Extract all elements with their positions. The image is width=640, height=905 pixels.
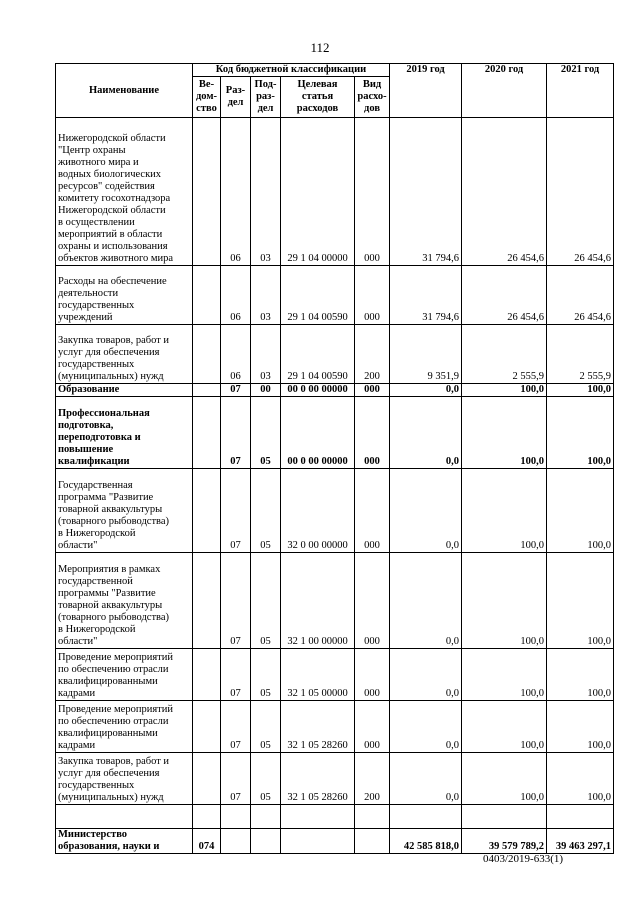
header-year-2019: 2019 год — [390, 64, 462, 118]
row-amount-2021: 100,0 — [547, 469, 614, 553]
row-podrazdel — [251, 805, 281, 829]
row-expense-type: 000 — [355, 397, 390, 469]
row-target-article: 00 0 00 00000 — [281, 384, 355, 397]
row-podrazdel: 05 — [251, 649, 281, 701]
row-razdel: 07 — [221, 753, 251, 805]
row-amount-2019: 0,0 — [390, 397, 462, 469]
row-expense-type: 000 — [355, 701, 390, 753]
row-amount-2019: 0,0 — [390, 469, 462, 553]
header-year-2020: 2020 год — [462, 64, 547, 118]
row-podrazdel: 03 — [251, 118, 281, 266]
row-name: Проведение мероприятий по обеспечению отрасли квалифицированными кадрами — [56, 701, 193, 753]
row-razdel — [221, 805, 251, 829]
row-podrazdel: 05 — [251, 397, 281, 469]
row-amount-2019: 0,0 — [390, 553, 462, 649]
table-row — [56, 701, 614, 753]
row-amount-2021: 100,0 — [547, 701, 614, 753]
row-amount-2019: 31 794,6 — [390, 118, 462, 266]
row-vedomstvo — [193, 118, 221, 266]
row-target-article: 32 0 00 00000 — [281, 469, 355, 553]
table-row — [56, 325, 614, 384]
header-statya: Целевая статья расходов — [281, 77, 355, 118]
header-year-2021: 2021 год — [547, 64, 614, 118]
row-name: Профессиональная подготовка, переподготовка и повышение квалификации — [56, 397, 193, 469]
row-podrazdel: 03 — [251, 266, 281, 325]
row-name — [56, 805, 193, 829]
row-amount-2021: 100,0 — [547, 753, 614, 805]
row-amount-2021: 100,0 — [547, 649, 614, 701]
row-expense-type: 000 — [355, 649, 390, 701]
row-vedomstvo — [193, 397, 221, 469]
row-name: Министерство образования, науки и — [56, 829, 193, 854]
row-expense-type: 200 — [355, 753, 390, 805]
row-razdel: 07 — [221, 384, 251, 397]
row-amount-2020: 100,0 — [462, 384, 547, 397]
row-podrazdel: 05 — [251, 701, 281, 753]
row-razdel: 06 — [221, 325, 251, 384]
row-podrazdel: 05 — [251, 553, 281, 649]
row-amount-2019: 0,0 — [390, 649, 462, 701]
row-vedomstvo — [193, 266, 221, 325]
row-amount-2019: 9 351,9 — [390, 325, 462, 384]
row-amount-2021: 2 555,9 — [547, 325, 614, 384]
row-amount-2020: 26 454,6 — [462, 266, 547, 325]
row-name: Мероприятия в рамках государственной программы "Развитие товарной аквакультуры (товарного рыбоводства) в Нижегородской области" — [56, 553, 193, 649]
row-name: Образование — [56, 384, 193, 397]
row-name: Закупка товаров, работ и услуг для обеспечения государственных (муниципальных) нужд — [56, 753, 193, 805]
header-vedomstvo: Ве- дом- ство — [193, 77, 221, 118]
row-amount-2021: 100,0 — [547, 553, 614, 649]
row-expense-type: 200 — [355, 325, 390, 384]
row-amount-2019: 0,0 — [390, 753, 462, 805]
row-target-article — [281, 805, 355, 829]
row-name: Расходы на обеспечение деятельности государственных учреждений — [56, 266, 193, 325]
table-row — [56, 649, 614, 701]
row-razdel: 07 — [221, 553, 251, 649]
row-podrazdel: 05 — [251, 469, 281, 553]
row-target-article: 32 1 05 00000 — [281, 649, 355, 701]
row-vedomstvo: 074 — [193, 829, 221, 854]
row-vedomstvo — [193, 753, 221, 805]
row-target-article: 29 1 04 00590 — [281, 325, 355, 384]
header-classification: Код бюджетной классификации — [193, 64, 390, 77]
row-amount-2021: 100,0 — [547, 384, 614, 397]
row-expense-type: 000 — [355, 266, 390, 325]
row-amount-2019: 0,0 — [390, 701, 462, 753]
row-amount-2019: 42 585 818,0 — [390, 829, 462, 854]
row-expense-type: 000 — [355, 553, 390, 649]
row-amount-2021: 39 463 297,1 — [547, 829, 614, 854]
row-vedomstvo — [193, 469, 221, 553]
row-podrazdel — [251, 829, 281, 854]
row-target-article: 29 1 04 00590 — [281, 266, 355, 325]
row-amount-2020: 26 454,6 — [462, 118, 547, 266]
document-code: 0403/2019-633(1) — [483, 853, 564, 865]
row-amount-2020: 39 579 789,2 — [462, 829, 547, 854]
table-row — [56, 469, 614, 553]
row-amount-2020: 100,0 — [462, 753, 547, 805]
row-razdel: 06 — [221, 266, 251, 325]
table-row — [56, 384, 614, 397]
row-razdel — [221, 829, 251, 854]
header-podrazdel: Под- раз- дел — [251, 77, 281, 118]
row-name: Закупка товаров, работ и услуг для обеспечения государственных (муниципальных) нужд — [56, 325, 193, 384]
row-name: Проведение мероприятий по обеспечению отрасли квалифицированными кадрами — [56, 649, 193, 701]
row-target-article: 32 1 05 28260 — [281, 753, 355, 805]
row-razdel: 07 — [221, 469, 251, 553]
row-vedomstvo — [193, 553, 221, 649]
row-amount-2019: 31 794,6 — [390, 266, 462, 325]
row-target-article — [281, 829, 355, 854]
table-row — [56, 397, 614, 469]
row-amount-2020: 100,0 — [462, 649, 547, 701]
row-razdel: 07 — [221, 701, 251, 753]
row-podrazdel: 05 — [251, 753, 281, 805]
table-row — [56, 805, 614, 829]
row-amount-2020: 100,0 — [462, 553, 547, 649]
row-amount-2021 — [547, 805, 614, 829]
row-target-article: 29 1 04 00000 — [281, 118, 355, 266]
row-amount-2020: 2 555,9 — [462, 325, 547, 384]
table-row — [56, 753, 614, 805]
row-amount-2019 — [390, 805, 462, 829]
header-razdel: Раз- дел — [221, 77, 251, 118]
row-target-article: 32 1 00 00000 — [281, 553, 355, 649]
row-amount-2020: 100,0 — [462, 469, 547, 553]
row-target-article: 00 0 00 00000 — [281, 397, 355, 469]
row-expense-type — [355, 829, 390, 854]
table-row — [56, 266, 614, 325]
row-podrazdel: 03 — [251, 325, 281, 384]
row-amount-2020: 100,0 — [462, 397, 547, 469]
row-name: Государственная программа "Развитие товарной аквакультуры (товарного рыбоводства) в Нижегородской области" — [56, 469, 193, 553]
row-name: Нижегородской области "Центр охраны животного мира и водных биологических ресурсов" содействия комитету госохотнадзора Нижегородской области в осуществлении мероприятий в области охраны и использования объектов животного мира — [56, 118, 193, 266]
table-row — [56, 118, 614, 266]
row-expense-type: 000 — [355, 118, 390, 266]
row-expense-type: 000 — [355, 469, 390, 553]
header-name: Наименование — [56, 64, 193, 118]
row-amount-2021: 26 454,6 — [547, 266, 614, 325]
row-amount-2019: 0,0 — [390, 384, 462, 397]
row-amount-2021: 26 454,6 — [547, 118, 614, 266]
table-row — [56, 553, 614, 649]
row-expense-type: 000 — [355, 384, 390, 397]
row-amount-2020 — [462, 805, 547, 829]
page-number: 112 — [310, 40, 330, 55]
budget-table — [55, 63, 614, 854]
row-amount-2020: 100,0 — [462, 701, 547, 753]
row-razdel: 07 — [221, 649, 251, 701]
row-amount-2021: 100,0 — [547, 397, 614, 469]
row-vedomstvo — [193, 701, 221, 753]
row-expense-type — [355, 805, 390, 829]
row-vedomstvo — [193, 384, 221, 397]
row-vedomstvo — [193, 805, 221, 829]
table-row — [56, 829, 614, 854]
row-target-article: 32 1 05 28260 — [281, 701, 355, 753]
row-razdel: 07 — [221, 397, 251, 469]
header-vid: Вид расхо- дов — [355, 77, 390, 118]
row-vedomstvo — [193, 325, 221, 384]
row-razdel: 06 — [221, 118, 251, 266]
row-podrazdel: 00 — [251, 384, 281, 397]
row-vedomstvo — [193, 649, 221, 701]
